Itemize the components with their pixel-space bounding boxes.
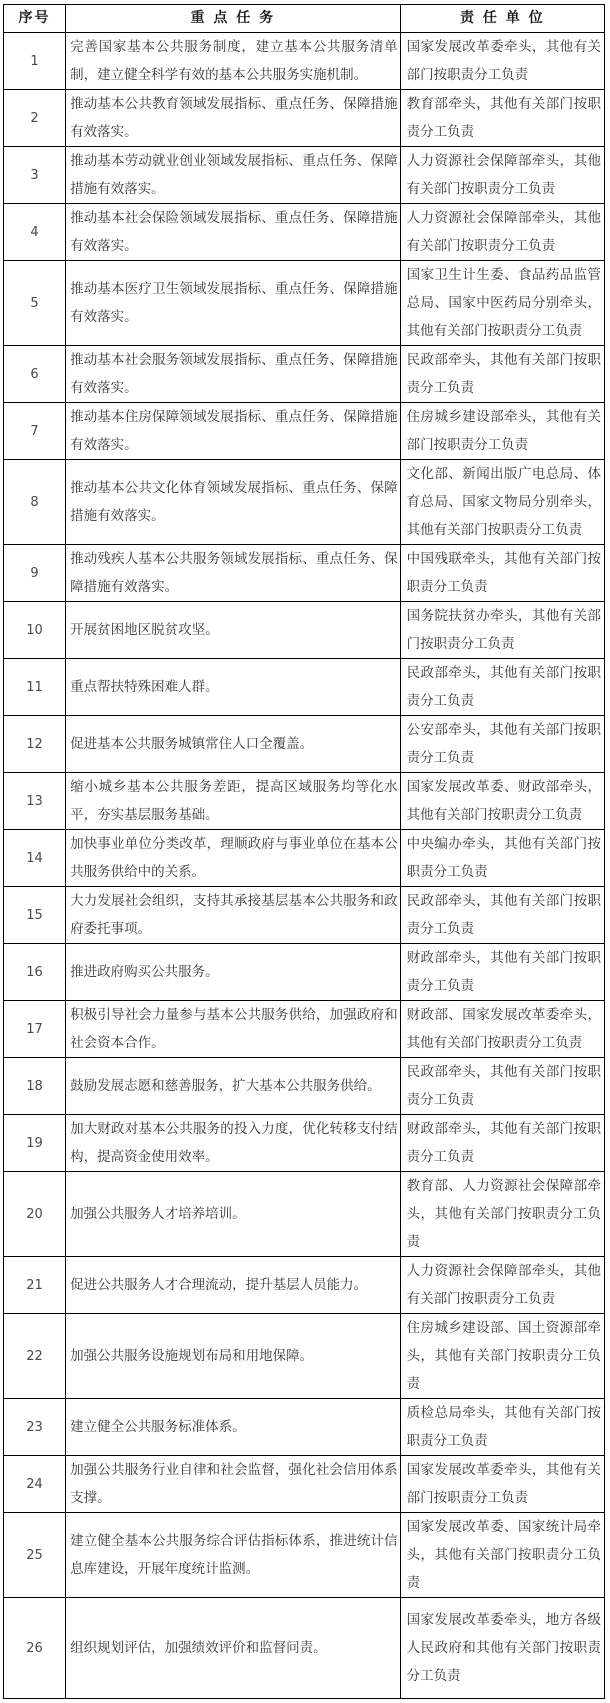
table-row [4,261,605,346]
row-number: 10 [4,602,66,659]
task-text: 组织规划评估，加强绩效评价和监督问责。 [66,1598,401,1699]
task-text: 大力发展社会组织，支持其承接基层基本公共服务和政府委托事项。 [66,887,401,944]
row-number: 5 [4,261,66,346]
task-text: 建立健全基本公共服务综合评估指标体系，推进统计信息库建设，开展年度统计监测。 [66,1513,401,1598]
table-row [4,1513,605,1598]
table-row [4,1001,605,1058]
table-row [4,1314,605,1399]
task-text: 推动基本公共教育领域发展指标、重点任务、保障措施有效落实。 [66,90,401,147]
table-row [4,716,605,773]
header-unit: 责 任 单 位 [400,5,604,33]
header-index: 序号 [4,5,66,33]
unit-text: 教育部、人力资源社会保障部牵头，其他有关部门按职责分工负责 [400,1172,604,1257]
unit-text: 国家发展改革委、财政部牵头，其他有关部门按职责分工负责 [400,773,604,830]
unit-text: 国务院扶贫办牵头，其他有关部门按职责分工负责 [400,602,604,659]
unit-text: 民政部牵头，其他有关部门按职责分工负责 [400,887,604,944]
unit-text: 国家发展改革委牵头，地方各级人民政府和其他有关部门按职责分工负责 [400,1598,604,1699]
table-row [4,90,605,147]
table-row [4,403,605,460]
row-number: 9 [4,545,66,602]
row-number: 18 [4,1058,66,1115]
unit-text: 人力资源社会保障部牵头，其他有关部门按职责分工负责 [400,1257,604,1314]
row-number: 20 [4,1172,66,1257]
table-row [4,204,605,261]
row-number: 17 [4,1001,66,1058]
row-number: 8 [4,460,66,545]
row-number: 26 [4,1598,66,1699]
table-row [4,460,605,545]
row-number: 25 [4,1513,66,1598]
unit-text: 中央编办牵头，其他有关部门按职责分工负责 [400,830,604,887]
unit-text: 质检总局牵头，其他有关部门按职责分工负责 [400,1399,604,1456]
row-number: 12 [4,716,66,773]
table-row [4,33,605,90]
task-text: 完善国家基本公共服务制度，建立基本公共服务清单制，建立健全科学有效的基本公共服务实施机制。 [66,33,401,90]
table-row [4,1257,605,1314]
task-text: 推动基本劳动就业创业领域发展指标、重点任务、保障措施有效落实。 [66,147,401,204]
task-text: 推动基本公共文化体育领域发展指标、重点任务、保障措施有效落实。 [66,460,401,545]
table-row [4,602,605,659]
row-number: 2 [4,90,66,147]
task-text: 缩小城乡基本公共服务差距，提高区域服务均等化水平，夯实基层服务基础。 [66,773,401,830]
table-row [4,887,605,944]
unit-text: 住房城乡建设部牵头，其他有关部门按职责分工负责 [400,403,604,460]
table-row [4,147,605,204]
table-row [4,346,605,403]
row-number: 1 [4,33,66,90]
unit-text: 民政部牵头，其他有关部门按职责分工负责 [400,1058,604,1115]
task-text: 加强公共服务行业自律和社会监督，强化社会信用体系支撑。 [66,1456,401,1513]
row-number: 11 [4,659,66,716]
table-row [4,1058,605,1115]
table-row [4,830,605,887]
table-row [4,659,605,716]
unit-text: 中国残联牵头，其他有关部门按职责分工负责 [400,545,604,602]
task-text: 推动基本社会服务领域发展指标、重点任务、保障措施有效落实。 [66,346,401,403]
unit-text: 公安部牵头，其他有关部门按职责分工负责 [400,716,604,773]
task-text: 促进基本公共服务城镇常住人口全覆盖。 [66,716,401,773]
row-number: 19 [4,1115,66,1172]
task-text: 重点帮扶特殊困难人群。 [66,659,401,716]
row-number: 13 [4,773,66,830]
unit-text: 国家卫生计生委、食品药品监管总局、国家中医药局分别牵头，其他有关部门按职责分工负责 [400,261,604,346]
unit-text: 住房城乡建设部、国土资源部牵头，其他有关部门按职责分工负责 [400,1314,604,1399]
table-row [4,944,605,1001]
unit-text: 财政部牵头，其他有关部门按职责分工负责 [400,944,604,1001]
row-number: 7 [4,403,66,460]
row-number: 4 [4,204,66,261]
row-number: 24 [4,1456,66,1513]
table-row [4,545,605,602]
task-text: 促进公共服务人才合理流动，提升基层人员能力。 [66,1257,401,1314]
row-number: 14 [4,830,66,887]
row-number: 16 [4,944,66,1001]
unit-text: 国家发展改革委牵头，其他有关部门按职责分工负责 [400,1456,604,1513]
unit-text: 人力资源社会保障部牵头，其他有关部门按职责分工负责 [400,147,604,204]
task-text: 加大财政对基本公共服务的投入力度，优化转移支付结构，提高资金使用效率。 [66,1115,401,1172]
unit-text: 文化部、新闻出版广电总局、体育总局、国家文物局分别牵头，其他有关部门按职责分工负责 [400,460,604,545]
task-text: 加快事业单位分类改革，理顺政府与事业单位在基本公共服务供给中的关系。 [66,830,401,887]
task-text: 推动残疾人基本公共服务领域发展指标、重点任务、保障措施有效落实。 [66,545,401,602]
task-text: 开展贫困地区脱贫攻坚。 [66,602,401,659]
table-row [4,1598,605,1699]
row-number: 21 [4,1257,66,1314]
unit-text: 民政部牵头，其他有关部门按职责分工负责 [400,659,604,716]
unit-text: 民政部牵头，其他有关部门按职责分工负责 [400,346,604,403]
task-text: 推动基本医疗卫生领域发展指标、重点任务、保障措施有效落实。 [66,261,401,346]
header-row [4,5,605,33]
task-text: 建立健全公共服务标准体系。 [66,1399,401,1456]
unit-text: 教育部牵头，其他有关部门按职责分工负责 [400,90,604,147]
table-row [4,1399,605,1456]
row-number: 23 [4,1399,66,1456]
task-text: 加强公共服务人才培养培训。 [66,1172,401,1257]
row-number: 3 [4,147,66,204]
unit-text: 财政部、国家发展改革委牵头，其他有关部门按职责分工负责 [400,1001,604,1058]
unit-text: 国家发展改革委牵头，其他有关部门按职责分工负责 [400,33,604,90]
task-text: 加强公共服务设施规划布局和用地保障。 [66,1314,401,1399]
tasks-table [3,4,605,1699]
row-number: 22 [4,1314,66,1399]
unit-text: 国家发展改革委、国家统计局牵头，其他有关部门按职责分工负责 [400,1513,604,1598]
table-row [4,1456,605,1513]
task-text: 积极引导社会力量参与基本公共服务供给，加强政府和社会资本合作。 [66,1001,401,1058]
table-row [4,1115,605,1172]
unit-text: 人力资源社会保障部牵头，其他有关部门按职责分工负责 [400,204,604,261]
task-text: 鼓励发展志愿和慈善服务，扩大基本公共服务供给。 [66,1058,401,1115]
task-text: 推动基本社会保险领域发展指标、重点任务、保障措施有效落实。 [66,204,401,261]
table-row [4,773,605,830]
header-task: 重 点 任 务 [66,5,401,33]
row-number: 15 [4,887,66,944]
task-text: 推进政府购买公共服务。 [66,944,401,1001]
unit-text: 财政部牵头，其他有关部门按职责分工负责 [400,1115,604,1172]
task-text: 推动基本住房保障领域发展指标、重点任务、保障措施有效落实。 [66,403,401,460]
table-row [4,1172,605,1257]
row-number: 6 [4,346,66,403]
